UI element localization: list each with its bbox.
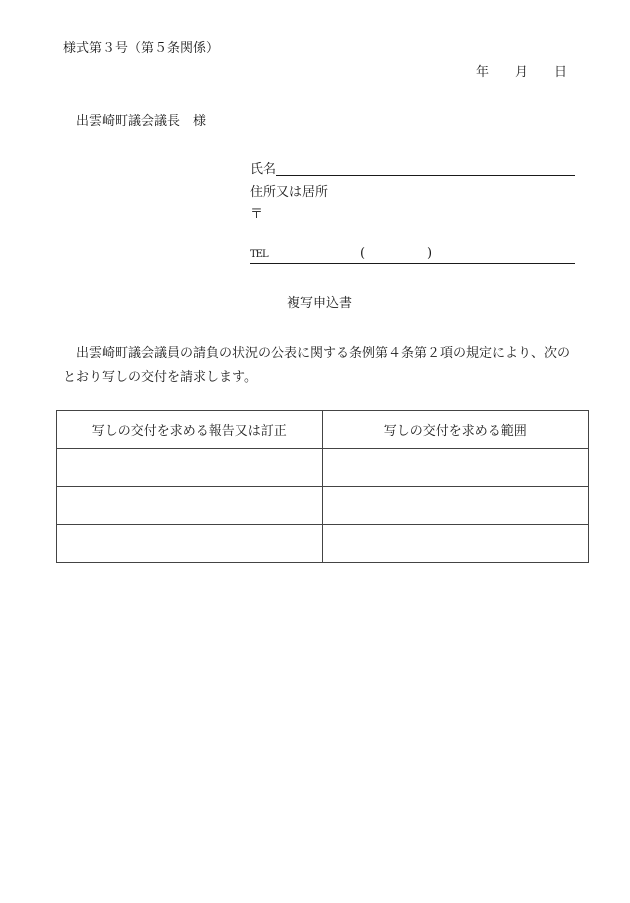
date-month-label: 月 [515, 65, 529, 80]
table-cell-scope[interactable] [322, 487, 589, 525]
table-row [57, 487, 589, 525]
table-cell-scope[interactable] [322, 449, 589, 487]
name-field-line[interactable] [276, 175, 575, 176]
table-cell-report[interactable] [57, 487, 323, 525]
tel-label: TEL [250, 249, 268, 260]
tel-area-code-close-paren: ) [427, 246, 433, 261]
postal-field-row [250, 203, 575, 221]
table-cell-scope[interactable] [322, 525, 589, 563]
table-cell-report[interactable] [57, 449, 323, 487]
tel-area-code-open-paren: ( [360, 246, 366, 261]
tel-field-line[interactable] [250, 263, 575, 264]
postal-mark: 〒 [250, 207, 264, 222]
header-scope: 写しの交付を求める範囲 [322, 411, 589, 449]
request-body-text: 出雲崎町議会議員の請負の状況の公表に関する条例第４条第２項の規定により、次のとおり写しの交付を請求します。 [63, 346, 571, 385]
table-cell-report[interactable] [57, 525, 323, 563]
date-day-label: 日 [554, 65, 568, 80]
address-field-row [250, 181, 575, 199]
tel-field-row[interactable] [250, 246, 575, 264]
table-header-row [57, 411, 589, 449]
header-report-or-correction: 写しの交付を求める報告又は訂正 [57, 411, 323, 449]
document-title: 複写申込書 [287, 296, 353, 311]
date-year-label: 年 [476, 65, 490, 80]
table-row [57, 449, 589, 487]
address-label: 住所又は居所 [250, 185, 329, 200]
name-field-row[interactable] [250, 158, 575, 176]
name-label: 氏名 [250, 162, 277, 177]
table-row [57, 525, 589, 563]
date-line [476, 61, 567, 80]
request-table [56, 410, 589, 563]
addressee: 出雲崎町議会議長 様 [76, 114, 207, 129]
form-number: 様式第３号（第５条関係） [63, 41, 220, 56]
